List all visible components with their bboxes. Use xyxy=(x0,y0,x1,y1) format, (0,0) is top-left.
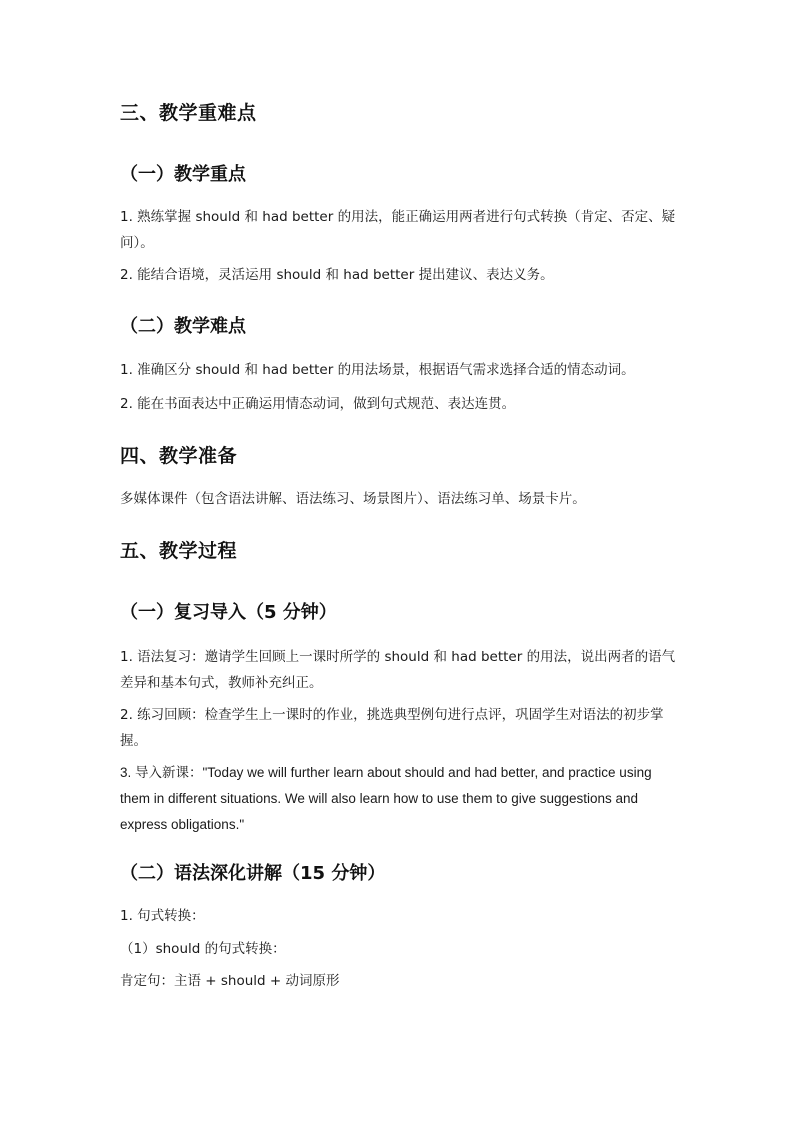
paragraph-review-2: 2. 练习回顾：检查学生上一课时的作业，挑选典型例句进行点评，巩固学生对语法的初步掌握。 xyxy=(120,707,664,749)
paragraph-difficult-point-2: 2. 能在书面表达中正确运用情态动词，做到句式规范、表达连贯。 xyxy=(120,396,516,412)
subsection-heading-review: （一）复习导入（5 分钟） xyxy=(120,602,337,623)
paragraph-grammar-1: 1. 句式转换： xyxy=(120,908,205,924)
subsection-heading-difficult-points: （二）教学难点 xyxy=(120,316,246,337)
paragraph-preparation: 多媒体课件（包含语法讲解、语法练习、场景图片）、语法练习单、场景卡片。 xyxy=(120,491,586,507)
section-heading-difficulties: 三、教学重难点 xyxy=(120,102,257,124)
paragraph-key-point-2: 2. 能结合语境，灵活运用 should 和 had better 提出建议、表达义务。 xyxy=(120,267,554,283)
paragraph-difficult-point-1: 1. 准确区分 should 和 had better 的用法场景，根据语气需求选择合适的情态动词。 xyxy=(120,362,635,378)
paragraph-grammar-3: 肯定句：主语 + should + 动词原形 xyxy=(120,973,340,989)
section-heading-process: 五、教学过程 xyxy=(120,540,238,562)
subsection-heading-key-points: （一）教学重点 xyxy=(120,164,246,185)
paragraph-grammar-2: （1）should 的句式转换： xyxy=(120,941,286,957)
subsection-heading-grammar: （二）语法深化讲解（15 分钟） xyxy=(120,863,386,884)
paragraph-review-1: 1. 语法复习：邀请学生回顾上一课时所学的 should 和 had better 的用法，说出两者的语气差异和基本句式，教师补充纠正。 xyxy=(120,649,676,691)
paragraph-key-point-1: 1. 熟练掌握 should 和 had better 的用法，能正确运用两者进行句式转换（肯定、否定、疑问）。 xyxy=(120,209,676,251)
paragraph-review-3: 3. 导入新课："Today we will further learn about should and had better, and practice using them in different situations. We will also learn how to use them to give suggestions and express obligations." xyxy=(120,765,652,832)
section-heading-preparation: 四、教学准备 xyxy=(120,445,238,467)
